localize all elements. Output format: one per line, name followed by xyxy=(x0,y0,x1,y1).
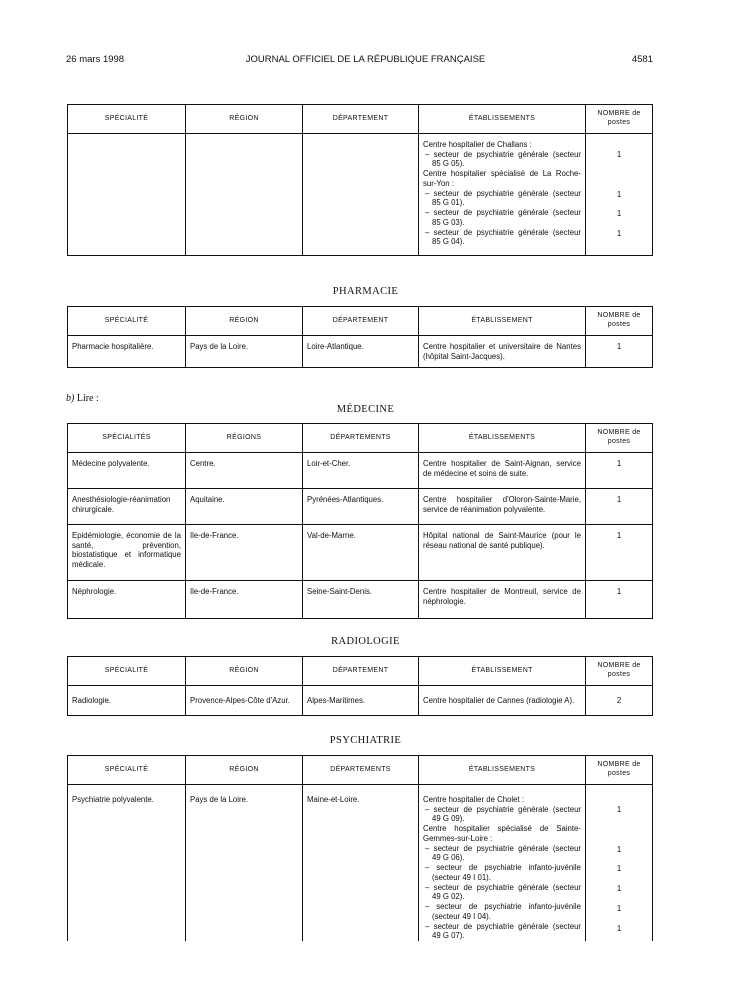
lire-text: Lire : xyxy=(76,393,99,404)
count-value: 1 xyxy=(616,923,622,933)
etab-line: Centre hospitalier de Cholet : xyxy=(423,795,524,804)
col-header: ÉTABLISSEMENT xyxy=(419,657,586,686)
section-title-psychiatrie: PSYCHIATRIE xyxy=(329,735,402,746)
etab-cell: Centre hospitalier de Saint-Aignan, service de médecine et soins de suite. xyxy=(419,453,586,489)
col-header: NOMBRE de postes xyxy=(586,756,653,785)
col-header: NOMBRE de postes xyxy=(586,105,653,134)
spec-cell xyxy=(68,134,186,256)
table-psychiatrie xyxy=(67,755,653,941)
col-header: SPÉCIALITÉ xyxy=(68,105,186,134)
col-header: RÉGION xyxy=(186,307,303,336)
etab-cell: Centre hospitalier de Cannes (radiologie A). xyxy=(419,686,586,716)
count-value: 1 xyxy=(616,903,622,913)
section-title-pharmacie: PHARMACIE xyxy=(332,286,399,297)
region-cell: Pays de la Loire. xyxy=(186,336,303,368)
region-cell: Aquitaine. xyxy=(186,489,303,525)
table-row xyxy=(68,336,653,368)
etab-line: – secteur de psychiatrie générale (secteur 85 G 03). xyxy=(425,208,581,227)
count-cell xyxy=(586,785,653,942)
table-row xyxy=(68,686,653,716)
col-header: NOMBRE de postes xyxy=(586,307,653,336)
etab-cell xyxy=(419,134,586,256)
table-row xyxy=(68,581,653,619)
count-value: 1 xyxy=(616,229,622,239)
col-header: RÉGION xyxy=(186,657,303,686)
col-header: RÉGIONS xyxy=(186,424,303,453)
table-pharmacie xyxy=(67,306,653,368)
region-cell: Pays de la Loire. xyxy=(186,785,303,942)
dept-cell: Alpes-Maritimes. xyxy=(303,686,419,716)
etab-line: Centre hospitalier spécialisé de La Roche-sur-Yon : xyxy=(423,169,581,188)
dept-cell: Loir-et-Cher. xyxy=(303,453,419,489)
spec-cell: Anesthésiologie-réanimation chirurgicale. xyxy=(68,489,186,525)
etab-line: – secteur de psychiatrie générale (secteur 49 G 07). xyxy=(425,921,581,941)
region-cell: Ile-de-France. xyxy=(186,525,303,581)
col-header: NOMBRE de postes xyxy=(586,657,653,686)
col-header: DÉPARTEMENT xyxy=(303,657,419,686)
region-cell: Provence-Alpes-Côte d'Azur. xyxy=(186,686,303,716)
col-header: ÉTABLISSEMENTS xyxy=(419,105,586,134)
count-value: 1 xyxy=(616,844,622,854)
spec-cell: Radiologie. xyxy=(68,686,186,716)
dept-cell: Seine-Saint-Denis. xyxy=(303,581,419,619)
col-header: NOMBRE de postes xyxy=(586,424,653,453)
table-row xyxy=(68,525,653,581)
spec-cell: Psychiatrie polyvalente. xyxy=(68,785,186,942)
col-header: SPÉCIALITÉ xyxy=(68,756,186,785)
etab-cell: Hôpital national de Saint-Maurice (pour le réseau national de santé publique). xyxy=(419,525,586,581)
count-cell: 1 xyxy=(586,336,653,368)
etab-line: – secteur de psychiatrie générale (secteur 85 G 05). xyxy=(425,149,581,169)
count-value: 1 xyxy=(616,864,622,874)
dept-cell: Loire-Atlantique. xyxy=(303,336,419,368)
count-cell: 1 xyxy=(586,581,653,619)
etab-line: – secteur de psychiatrie générale (secteur 49 G 02). xyxy=(425,882,581,902)
table-continuation xyxy=(67,104,653,256)
count-cell: 1 xyxy=(586,489,653,525)
etab-cell: Centre hospitalier de Montreuil, service de néphrologie. xyxy=(419,581,586,619)
region-cell: Centre. xyxy=(186,453,303,489)
count-cell: 1 xyxy=(586,453,653,489)
spec-cell: Médecine polyvalente. xyxy=(68,453,186,489)
page-number: 4581 xyxy=(631,54,653,65)
etab-line: – secteur de psychiatrie générale (secteur 49 G 09). xyxy=(425,804,581,824)
table-medecine xyxy=(67,423,653,619)
table-row xyxy=(68,453,653,489)
journal-title: JOURNAL OFFICIEL DE LA RÉPUBLIQUE FRANÇAISE xyxy=(245,54,486,65)
header-date: 26 mars 1998 xyxy=(66,54,125,65)
count-value: 1 xyxy=(616,884,622,894)
count-value: 1 xyxy=(616,805,622,814)
count-value: 1 xyxy=(616,150,622,159)
count-cell: 1 xyxy=(586,525,653,581)
etab-line: – secteur de psychiatrie générale (secteur 85 G 04). xyxy=(425,227,581,247)
etab-cell: Centre hospitalier et universitaire de Nantes (hôpital Saint-Jacques). xyxy=(419,336,586,368)
spec-cell: Pharmacie hospitalière. xyxy=(68,336,186,368)
etab-cell: Centre hospitalier d'Oloron-Sainte-Marie, service de réanimation polyvalente. xyxy=(419,489,586,525)
col-header: RÉGION xyxy=(186,105,303,134)
count-value: 1 xyxy=(616,209,622,219)
dept-cell: Maine-et-Loire. xyxy=(303,785,419,942)
count-cell: 2 xyxy=(586,686,653,716)
etab-line: – secteur de psychiatrie générale (secteur 85 G 01). xyxy=(425,188,581,208)
etab-line: – secteur de psychiatrie générale (secteur 49 G 06). xyxy=(425,843,581,863)
col-header: RÉGION xyxy=(186,756,303,785)
col-header: SPÉCIALITÉS xyxy=(68,424,186,453)
section-title-radiologie: RADIOLOGIE xyxy=(331,636,400,647)
etab-line: – secteur de psychiatrie infanto-juvénile (secteur 49 I 04). xyxy=(425,902,581,921)
col-header: ÉTABLISSEMENTS xyxy=(419,756,586,785)
etab-cell xyxy=(419,785,586,942)
etab-line: Centre hospitalier spécialisé de Sainte-Gemmes-sur-Loire : xyxy=(423,824,581,843)
col-header: ÉTABLISSEMENTS xyxy=(419,424,586,453)
dept-cell xyxy=(303,134,419,256)
region-cell: Ile-de-France. xyxy=(186,581,303,619)
lire-prefix: b) xyxy=(66,393,75,404)
section-title-medecine: MÉDECINE xyxy=(336,404,395,415)
col-header: SPÉCIALITÉ xyxy=(68,307,186,336)
col-header: DÉPARTEMENTS xyxy=(303,756,419,785)
col-header: DÉPARTEMENT xyxy=(303,105,419,134)
dept-cell: Val-de-Marne. xyxy=(303,525,419,581)
col-header: DÉPARTEMENT xyxy=(303,307,419,336)
region-cell xyxy=(186,134,303,256)
spec-cell: Néphrologie. xyxy=(68,581,186,619)
count-value: 1 xyxy=(616,189,622,199)
table-radiologie xyxy=(67,656,653,716)
table-row xyxy=(68,785,653,942)
lire-note xyxy=(66,393,99,404)
count-cell xyxy=(586,134,653,256)
col-header: SPÉCIALITÉ xyxy=(68,657,186,686)
spec-cell: Epidémiologie, économie de la santé, prévention, biostatistique et informatique médicale. xyxy=(68,525,186,581)
dept-cell: Pyrénées-Atlantiques. xyxy=(303,489,419,525)
etab-line: – secteur de psychiatrie infanto-juvénile (secteur 49 I 01). xyxy=(425,863,581,882)
col-header: DÉPARTEMENTS xyxy=(303,424,419,453)
table-row xyxy=(68,489,653,525)
etab-line: Centre hospitalier de Challans : xyxy=(423,140,532,149)
col-header: ÉTABLISSEMENT xyxy=(419,307,586,336)
table-row xyxy=(68,134,653,256)
